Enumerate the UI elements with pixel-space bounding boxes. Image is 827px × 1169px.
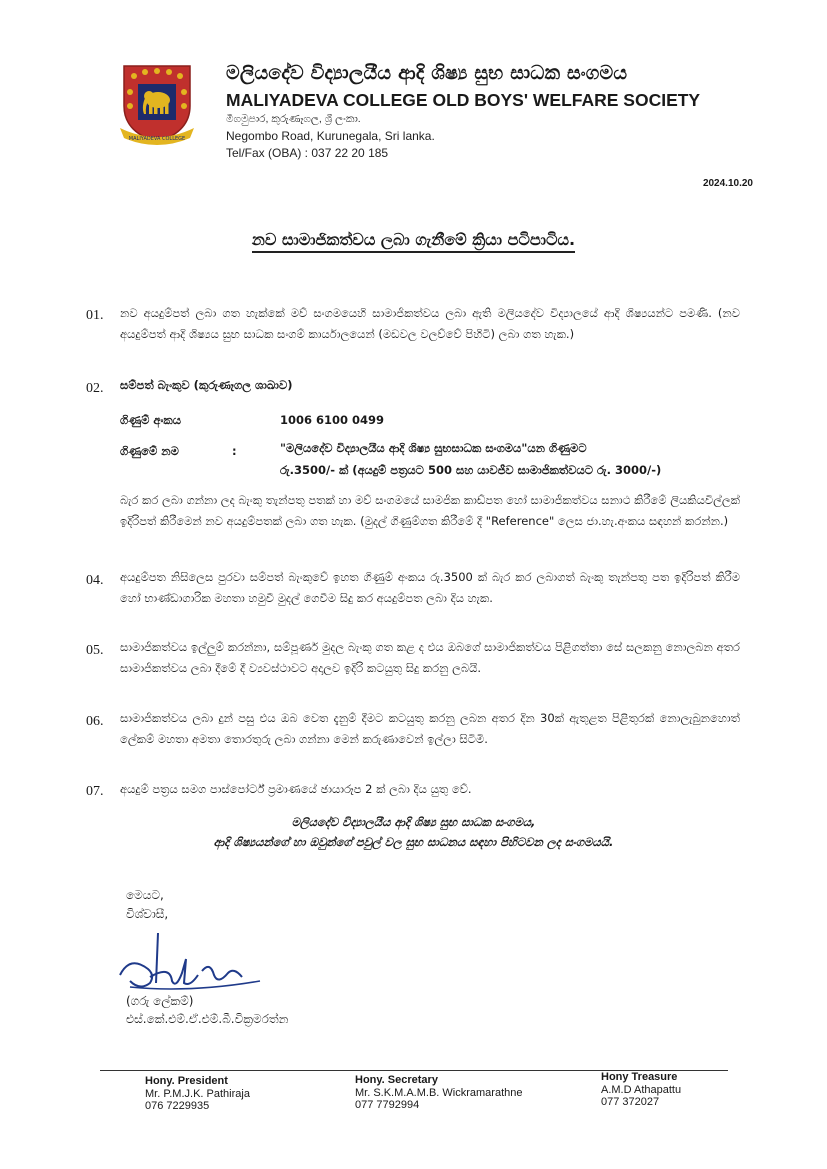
address-english: Negombo Road, Kurunegala, Sri lanka. [226, 129, 435, 143]
item-number: 04. [86, 573, 104, 588]
signoff-line-1: මෙයට, [126, 888, 164, 902]
bank-note: බැර කර ලබා ගන්නා ලද බැංකු තැන්පතු පතක් හා මව් සංගමයේ සාමජික කාඩ්පත හෝ සාමාජිකත්වය සනාථ කිරීමේ ලියකියවිල්ලක් ඉදිරිපත් කිරීමෙන් නව අයදුම්පතක් ලබා ගත හැක. (මුදල් ගිණුම්ගත කිරීමේ දී "Reference" ලෙස ජා.හැ.අංකය සඳහන් කරන්න.) [120, 493, 740, 528]
footer-title: Hony. President [145, 1075, 228, 1087]
svg-text:MALIYADEVA COLLEGE: MALIYADEVA COLLEGE [128, 136, 186, 142]
account-number-value: 1006 6100 0499 [280, 413, 385, 427]
tel-fax: Tel/Fax (OBA) : 037 22 20 185 [226, 146, 389, 160]
item-text: සාමාජිකත්වය ලබා දුන් පසු එය ඔබ වෙත දැනුම් දීමට කටයුතු කරනු ලබන අතර දින 30ක් ඇතුළත පිළිතුරක් නොලැබුනහොත් ලේකම් මහතා අමතා තොරතුරු ලබා ගන්නා මෙන් කරුණාවෙන් ඉල්ලා සිටිමි. [120, 711, 740, 746]
closing-line-2: ආදි ශිෂ්‍යයන්ගේ හා ඔවුන්ගේ පවුල් වල සුභ සාධනය සඳහා පිහිටවන ලද සංගමයයි. [213, 835, 614, 849]
item-number: 06. [86, 714, 104, 729]
footer-phone: 077 372027 [601, 1096, 660, 1108]
signatory-name: එස්.කේ.එම්.ඒ.එම්.බී.වික්‍රමරත්න [126, 1012, 289, 1026]
org-name-english: MALIYADEVA COLLEGE OLD BOYS' WELFARE SOCIETY [226, 90, 701, 110]
address-sinhala: මීගමුපාර, කුරුණෑගල, ශ්‍රී ලංකා. [226, 113, 361, 125]
footer-title: Hony. Secretary [355, 1074, 438, 1086]
item-number: 07. [86, 784, 104, 799]
document-date: 2024.10.20 [702, 178, 753, 189]
footer-phone: 077 7792994 [355, 1099, 420, 1111]
item-text: අයදුම්පත නිසිලෙස පුරවා සම්පත් බැංකුවේ ඉහත ගිණුම් අංකය රු.3500 ක් බැර කර ලබාගත් බැංකු තැන්පතු පත ඉදිරිපත් කිරීම හෝ භාණ්ඩාගාරික මහතා හමුවී මුදල් ගෙවීම සිදු කර අයදුම්පත ලබා දිය හැක. [120, 570, 740, 605]
account-name-value: "මලියදේව විද්‍යාලයීය ආදි ශිෂ්‍ය සුභසාධක සංගමය"යන ගිණුමට [280, 441, 587, 455]
footer-treasurer [601, 1071, 681, 1109]
account-number-label: ගිණුම් අංකය [120, 413, 182, 427]
bank-name: සම්පත් බැංකුව (කුරුණෑගල ශාඛාව) [120, 378, 293, 392]
closing-line-1: මලියදේව විද්‍යාලයීය ආදි ශිෂ්‍ය සුභ සාධක සංගමය, [291, 815, 536, 829]
college-crest-logo [118, 62, 196, 148]
account-name-label: ගිණුමේ නම [120, 444, 179, 458]
footer-name: Mr. P.M.J.K. Pathiraja [145, 1087, 250, 1100]
account-amount: රු.3500/- ක් (අයදුම් පත්‍රයට 500 සහ යාවජීව සාමාජිකත්වයට රු. 3000/-) [280, 463, 662, 477]
signoff-line-2: විශ්වාසී, [126, 907, 169, 921]
footer-phone: 076 7229935 [145, 1100, 210, 1112]
item-number: 02. [86, 381, 104, 396]
document-title: නව සාමාජිකත්වය ලබා ගැනීමේ ක්‍රියා පටිපාටිය. [0, 230, 827, 250]
footer-title: Hony Treasure [601, 1071, 678, 1083]
item-text: සාමාජිකත්වය ඉල්ලුම් කරන්නා, සම්පූර්ණ මුදල බැංකු ගත කළ ද එය ඔබගේ සාමාජිකත්වය පිළිගත්තා සේ සලකනු නොලබන අතර සාමාජිකත්වය ලබා දීමේ දී ව්‍යවස්ථාවට අදාලව ඉදිරි කටයුතු සිදු කරනු ලබයි. [120, 640, 740, 675]
account-name-colon: : [232, 444, 237, 458]
footer-secretary [355, 1074, 522, 1112]
item-text: අයදුම් පත්‍රය සමග පාස්පෝර්ට් ප්‍රමාණයේ ඡායාරූප 2 ක් ලබා දිය යුතු වේ. [120, 782, 472, 796]
item-text: නව අයදුම්පත් ලබා ගත හැක්කේ මව් සංගමයෙහි සාමාජිකත්වය ලබා ඇති මලියදේව විද්‍යාලයේ ආදි ශිෂ්‍යයන්ට පමණි. (නව අයදුම්පත් ආදි ශිෂ්‍යය සුභ සාධක සංගම් කාර්යාලයෙන් (මඩවල වලව්වේ පිහිටි) ලබා ගත හැක.) [120, 306, 740, 341]
org-name-sinhala: මලියදේව විද්‍යාලයීය ආදි ශිෂ්‍ය සුභ සාධක සංගමය [226, 62, 628, 84]
signatory-role: (ගරු ලේකම්) [126, 994, 194, 1008]
handwritten-signature [110, 925, 270, 995]
footer-name: A.M.D Athapattu [601, 1083, 682, 1096]
footer-president [145, 1075, 250, 1113]
item-number: 05. [86, 643, 104, 658]
item-number: 01. [86, 308, 104, 323]
footer-name: Mr. S.K.M.A.M.B. Wickramarathne [355, 1086, 523, 1099]
